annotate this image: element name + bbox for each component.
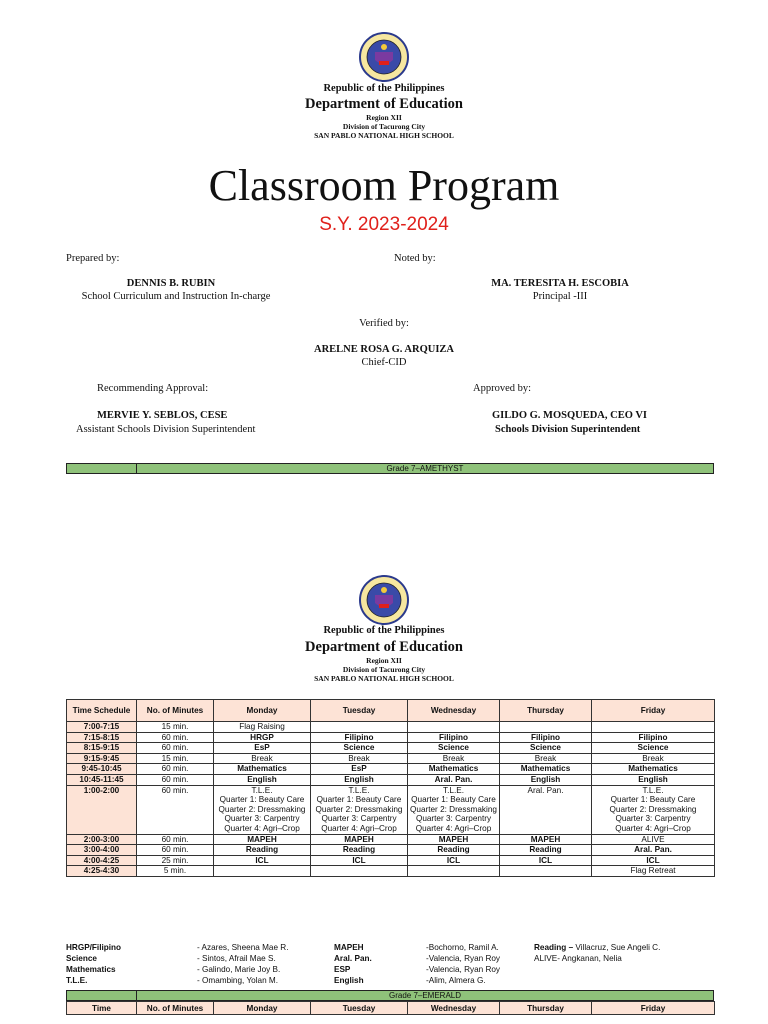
table-cell: ICL [500,855,592,866]
legend-teacher: - Omambing, Yolan M. [197,976,279,985]
table-cell: HRGP [214,732,311,743]
deped-seal-icon [359,32,409,82]
table-cell: 7:15-8:15 [67,732,137,743]
table-cell: Reading [408,845,500,856]
table-cell: 15 min. [137,722,214,733]
legend-item [334,964,534,975]
school-text: SAN PABLO NATIONAL HIGH SCHOOL [314,674,454,683]
table-row [67,764,715,775]
table-cell: 5 min. [137,866,214,877]
table-cell: ICL [214,855,311,866]
table-cell: English [311,774,408,785]
table-row [67,845,715,856]
table-cell: Break [592,753,715,764]
table-cell: MAPEH [500,834,592,845]
table-cell: English [500,774,592,785]
table-cell [408,866,500,877]
grade-bar-label: Grade 7–EMERALD [388,991,462,1000]
table-cell: 8:15-9:15 [67,743,137,754]
table-row [67,785,715,834]
legend-teacher: - Sintos, Afrail Mae S. [197,954,276,963]
table-cell: 25 min. [137,855,214,866]
legend-teacher: ALIVE- Angkanan, Nelia [534,954,622,963]
table-cell: Mathematics [408,764,500,775]
region-text: Region XII [366,656,402,665]
table-cell: Break [214,753,311,764]
school-year: S.Y. 2023-2024 [319,214,449,235]
grade-bar-amethyst [66,463,714,474]
table-cell: Reading [500,845,592,856]
table-cell: ICL [592,855,715,866]
table-cell [500,722,592,733]
approved-label: Approved by: [473,383,532,394]
legend-teacher: -Alim, Almera G. [426,976,486,985]
approved-name: GILDO G. MOSQUEDA, CEO VI [492,410,647,421]
table-cell: 9:45-10:45 [67,764,137,775]
division-text: Division of Tacurong City [342,665,426,674]
table-cell: Break [500,753,592,764]
column-header: Time [67,1002,137,1015]
table-cell: 60 min. [137,785,214,834]
table-row [67,743,715,754]
column-header: Friday [592,700,715,722]
school-text: SAN PABLO NATIONAL HIGH SCHOOL [314,131,454,140]
table-cell: Mathematics [592,764,715,775]
republic-text: Republic of the Philippines [323,625,445,636]
column-header: No. of Minutes [137,1002,214,1015]
legend-subject: Aral. Pan. [334,954,372,963]
prepared-name: DENNIS B. RUBIN [126,278,216,289]
column-header: No. of Minutes [137,700,214,722]
column-header: Thursday [500,1002,592,1015]
legend-teacher: -Valencia, Ryan Roy [426,954,501,963]
table-cell: 60 min. [137,764,214,775]
legend-item [534,942,714,953]
table-cell: MAPEH [408,834,500,845]
grade-bar-label: Grade 7–AMETHYST [386,464,464,473]
table-cell: T.L.E. Quarter 1: Beauty Care Quarter 2: Dressmaking Quarter 3: Carpentry Quarter 4: Agri–Crop [408,785,500,834]
table-cell: T.L.E. Quarter 1: Beauty Care Quarter 2: Dressmaking Quarter 3: Carpentry Quarter 4: Agri–Crop [214,785,311,834]
table-row [67,774,715,785]
teacher-legend-col2 [334,942,534,986]
table-cell: 60 min. [137,732,214,743]
table-cell: T.L.E. Quarter 1: Beauty Care Quarter 2: Dressmaking Quarter 3: Carpentry Quarter 4: Agri–Crop [311,785,408,834]
table-cell: ICL [408,855,500,866]
table-cell: Reading [214,845,311,856]
table-cell: Aral. Pan. [592,845,715,856]
table-cell: 9:15-9:45 [67,753,137,764]
table-cell: Filipino [592,732,715,743]
legend-subject: HRGP/Filipino [66,943,122,952]
prepared-role: School Curriculum and Instruction In-charge [81,291,271,302]
grade-bar-emerald [66,990,714,1001]
column-header: Tuesday [311,700,408,722]
table-cell: 4:00-4:25 [67,855,137,866]
table-cell: 10:45-11:45 [67,774,137,785]
column-header: Monday [214,1002,311,1015]
page-title: Classroom Program [208,161,560,210]
column-header: Tuesday [311,1002,408,1015]
column-header: Time Schedule [67,700,137,722]
legend-teacher: Villacruz, Sue Angeli C. [573,943,661,952]
recommending-name: MERVIE Y. SEBLOS, CESE [97,410,228,421]
division-text: Division of Tacurong City [342,122,426,131]
table-cell: 60 min. [137,845,214,856]
table-cell: 15 min. [137,753,214,764]
republic-text: Republic of the Philippines [323,83,445,94]
table-cell: 3:00-4:00 [67,845,137,856]
table-cell: Aral. Pan. [408,774,500,785]
legend-teacher: -Valencia, Ryan Roy [426,965,501,974]
table-header-row [67,700,715,722]
approved-role: Schools Division Superintendent [495,424,641,435]
table-cell: Filipino [311,732,408,743]
table-cell: EsP [214,743,311,754]
legend-subject: Mathematics [66,965,116,974]
schedule-table [66,699,715,877]
teacher-legend-col3 [534,942,714,964]
legend-teacher: - Galindo, Marie Joy B. [197,965,281,974]
noted-role: Principal -III [532,291,588,302]
table-cell: Science [311,743,408,754]
table-cell [311,722,408,733]
table-cell: 7:00-7:15 [67,722,137,733]
table-cell: Reading [311,845,408,856]
table-row [67,834,715,845]
table-cell [500,866,592,877]
table-cell: English [592,774,715,785]
legend-item [334,953,534,964]
table-cell: MAPEH [214,834,311,845]
table-cell: Science [500,743,592,754]
legend-subject: Reading – [534,943,574,952]
recommending-label: Recommending Approval: [97,383,209,394]
table-cell: Science [408,743,500,754]
table-cell: Aral. Pan. [500,785,592,834]
table-cell: 60 min. [137,834,214,845]
noted-label: Noted by: [394,253,436,264]
table-cell: 1:00-2:00 [67,785,137,834]
column-header: Wednesday [408,1002,500,1015]
verified-name: ARELNE ROSA G. ARQUIZA [313,344,455,355]
table-row [67,722,715,733]
table-cell: Filipino [500,732,592,743]
table-cell [214,866,311,877]
department-text: Department of Education [305,639,463,655]
table-cell: Filipino [408,732,500,743]
department-text: Department of Education [305,96,463,112]
table-cell: Science [592,743,715,754]
prepared-label: Prepared by: [66,253,120,264]
region-text: Region XII [366,113,402,122]
table-cell: Mathematics [214,764,311,775]
table-cell: Flag Raising [214,722,311,733]
table-cell: ALIVE [592,834,715,845]
table-cell: 4:25-4:30 [67,866,137,877]
legend-item [534,953,714,964]
recommending-role: Assistant Schools Division Superintendent [76,424,256,435]
legend-subject: ESP [334,965,351,974]
table-cell: Flag Retreat [592,866,715,877]
table-cell [408,722,500,733]
table-row [67,732,715,743]
legend-subject: MAPEH [334,943,364,952]
legend-teacher: - Azares, Sheena Mae R. [197,943,289,952]
column-header: Friday [592,1002,715,1015]
table-cell: 60 min. [137,774,214,785]
table-cell: Break [408,753,500,764]
table-cell: English [214,774,311,785]
table-cell: 60 min. [137,743,214,754]
table-cell [592,722,715,733]
table-cell: Break [311,753,408,764]
verified-role: Chief-CID [361,357,407,368]
legend-subject: T.L.E. [66,976,88,985]
noted-name: MA. TERESITA H. ESCOBIA [491,278,629,289]
table-cell: ICL [311,855,408,866]
table2-header-row [67,1002,715,1015]
table-cell: EsP [311,764,408,775]
verified-label: Verified by: [359,318,409,329]
legend-subject: English [334,976,364,985]
table-row [67,866,715,877]
table-cell: T.L.E. Quarter 1: Beauty Care Quarter 2: Dressmaking Quarter 3: Carpentry Quarter 4: Agri–Crop [592,785,715,834]
table-row [67,855,715,866]
schedule-table-2 [66,1001,715,1015]
table-cell: Mathematics [500,764,592,775]
table-cell [311,866,408,877]
column-header: Monday [214,700,311,722]
deped-seal-icon [359,575,409,625]
legend-subject: Science [66,954,97,963]
legend-teacher: -Bochorno, Ramil A. [426,943,499,952]
column-header: Wednesday [408,700,500,722]
table-row [67,753,715,764]
legend-item [334,975,534,986]
legend-item [334,942,534,953]
column-header: Thursday [500,700,592,722]
table-cell: MAPEH [311,834,408,845]
table-cell: 2:00-3:00 [67,834,137,845]
